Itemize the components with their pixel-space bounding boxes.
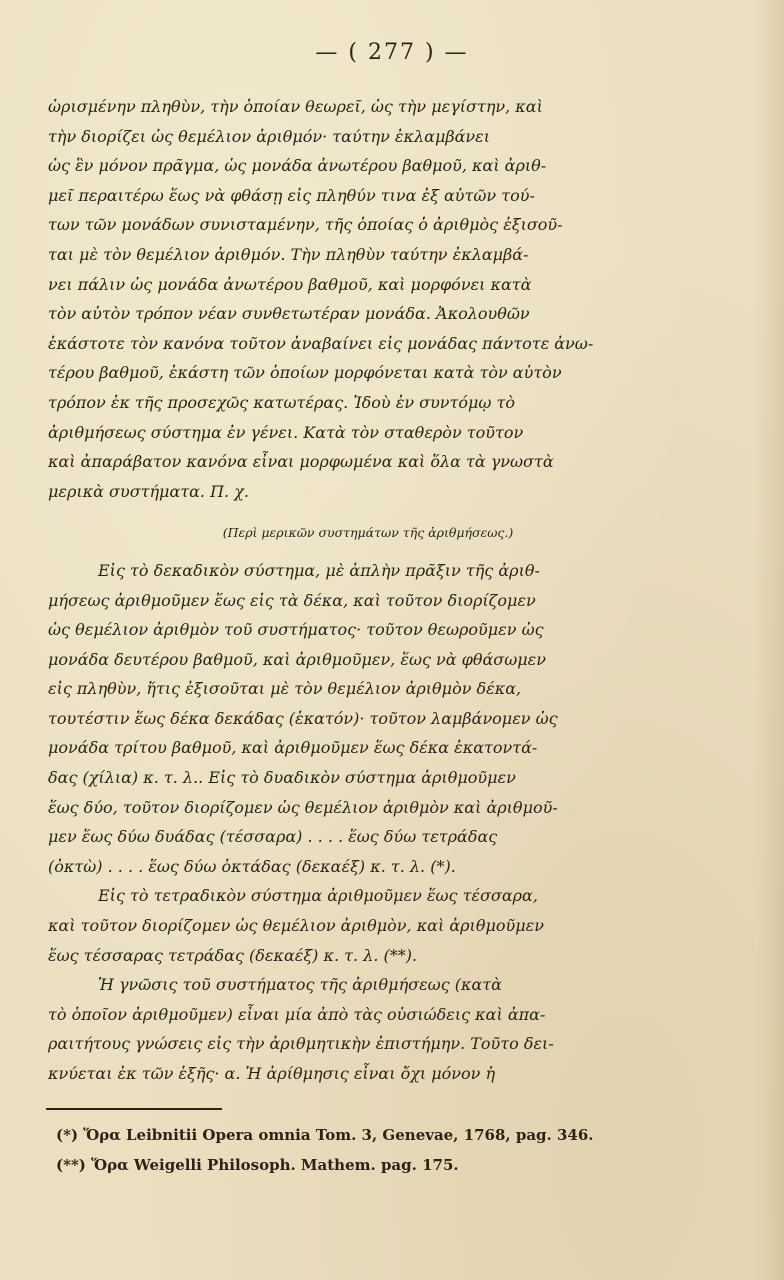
paragraph-1 [48,92,688,506]
text-line: μονάδα τρίτου βαθμοῦ, καὶ ἀριθμοῦμεν ἕως δέκα ἑκατοντά- [48,738,538,758]
text-line: εἰς πληθὺν, ἥτις ἐξισοῦται μὲ τὸν θεμέλιον ἀριθμὸν δέκα, [48,679,522,699]
text-line: τὸν αὐτὸν τρόπον νέαν συνθετωτέραν μονάδα. Ἀκολουθῶν [48,304,530,324]
text-line: ἀριθμήσεως σύστημα ἐν γένει. Κατὰ τὸν σταθερὸν τοῦτον [48,422,524,442]
footnote-rule [46,1108,222,1110]
main-text [48,92,688,1089]
text-line: Εἰς τὸ τετραδικὸν σύστημα ἀριθμοῦμεν ἕως τέσσαρα, [98,886,538,906]
text-line: Εἰς τὸ δεκαδικὸν σύστημα, μὲ ἁπλὴν πρᾶξιν τῆς ἀριθ- [98,560,540,580]
text-line: τρόπον ἐκ τῆς προσεχῶς κατωτέρας. Ἰδοὺ ἐν συντόμῳ τὸ [48,392,516,412]
footnote-1: (*) Ὅρα Leibnitii Opera omnia Tom. 3, Genevae, 1768, pag. 346. [56,1126,594,1144]
text-line: ται μὲ τὸν θεμέλιον ἀριθμόν. Τὴν πληθὺν ταύτην ἐκλαμβά- [48,244,529,264]
footnotes [56,1120,716,1180]
text-line: ὡς θεμέλιον ἀριθμὸν τοῦ συστήματος· τοῦτον θεωροῦμεν ὡς [48,620,544,640]
text-line: ἑκάστοτε τὸν κανόνα τοῦτον ἀναβαίνει εἰς μονάδας πάντοτε ἀνω- [48,333,594,353]
text-line: ἕως τέσσαρας τετράδας (δεκαέξ) κ. τ. λ. (**). [48,945,418,965]
text-line: τὴν διορίζει ὡς θεμέλιον ἀριθμόν· ταύτην ἐκλαμβάνει [48,126,490,146]
page-edge-shadow [754,0,784,1280]
text-line: των τῶν μονάδων συνισταμένην, τῆς ὁποίας ὁ ἀριθμὸς ἐξισοῦ- [48,215,563,235]
text-line: Ἡ γνῶσις τοῦ συστήματος τῆς ἀριθμήσεως (κατὰ [98,975,502,995]
text-line: (ὀκτὼ) . . . . ἕως δύω ὀκτάδας (δεκαέξ) κ. τ. λ. (*). [48,856,456,876]
text-line: μονάδα δευτέρου βαθμοῦ, καὶ ἀριθμοῦμεν, ἕως νὰ φθάσωμεν [48,649,546,669]
text-line: μερικὰ συστήματα. Π. χ. [48,481,249,501]
text-line: ὡς ἓν μόνον πρᾶγμα, ὡς μονάδα ἀνωτέρου βαθμοῦ, καὶ ἀριθ- [48,156,547,176]
section-caption: (Περὶ μερικῶν συστημάτων τῆς ἀριθμήσεως.) [222,525,514,541]
text-line: καὶ τοῦτον διορίζομεν ὡς θεμέλιον ἀριθμὸν, καὶ ἀριθμοῦμεν [48,916,544,936]
paragraph-3 [48,881,688,970]
page-number-header: — ( 277 ) — [315,40,469,65]
text-line: κνύεται ἐκ τῶν ἑξῆς· α. Ἡ ἀρίθμησις εἶναι ὄχι μόνον ἡ [48,1064,496,1083]
text-line: δας (χίλια) κ. τ. λ.. Εἰς τὸ δυαδικὸν σύστημα ἀριθμοῦμεν [48,768,516,788]
text-line: ραιτήτους γνώσεις εἰς τὴν ἀριθμητικὴν ἐπιστήμην. Τοῦτο δει- [48,1034,554,1054]
text-line: τουτέστιν ἕως δέκα δεκάδας (ἑκατόν)· τοῦτον λαμβάνομεν ὡς [48,708,558,728]
text-line: καὶ ἀπαράβατον κανόνα εἶναι μορφωμένα καὶ ὅλα τὰ γνωστὰ [48,452,554,472]
paragraph-4 [48,970,688,1088]
text-line: μεν ἕως δύω δυάδας (τέσσαρα) . . . . ἕως δύω τετράδας [48,827,498,847]
footnote-2: (**) Ὅρα Weigelli Philosoph. Mathem. pag. 175. [56,1156,459,1174]
text-line: τέρου βαθμοῦ, ἑκάστη τῶν ὁποίων μορφόνεται κατὰ τὸν αὐτὸν [48,363,562,383]
text-line: νει πάλιν ὡς μονάδα ἀνωτέρου βαθμοῦ, καὶ μορφόνει κατὰ [48,274,532,294]
text-line: ἕως δύο, τοῦτον διορίζομεν ὡς θεμέλιον ἀριθμὸν καὶ ἀριθμοῦ- [48,797,558,817]
text-line: μεῖ περαιτέρω ἕως νὰ φθάσῃ εἰς πληθύν τινα ἐξ αὐτῶν τού- [48,185,535,205]
paragraph-2 [48,556,688,882]
text-line: μήσεως ἀριθμοῦμεν ἕως εἰς τὰ δέκα, καὶ τοῦτον διορίζομεν [48,590,536,610]
text-line: ὡρισμένην πληθὺν, τὴν ὁποίαν θεωρεῖ, ὡς τὴν μεγίστην, καὶ [48,97,543,116]
text-line: τὸ ὁποῖον ἀριθμοῦμεν) εἶναι μία ἀπὸ τὰς οὐσιώδεις καὶ ἀπα- [48,1004,546,1024]
